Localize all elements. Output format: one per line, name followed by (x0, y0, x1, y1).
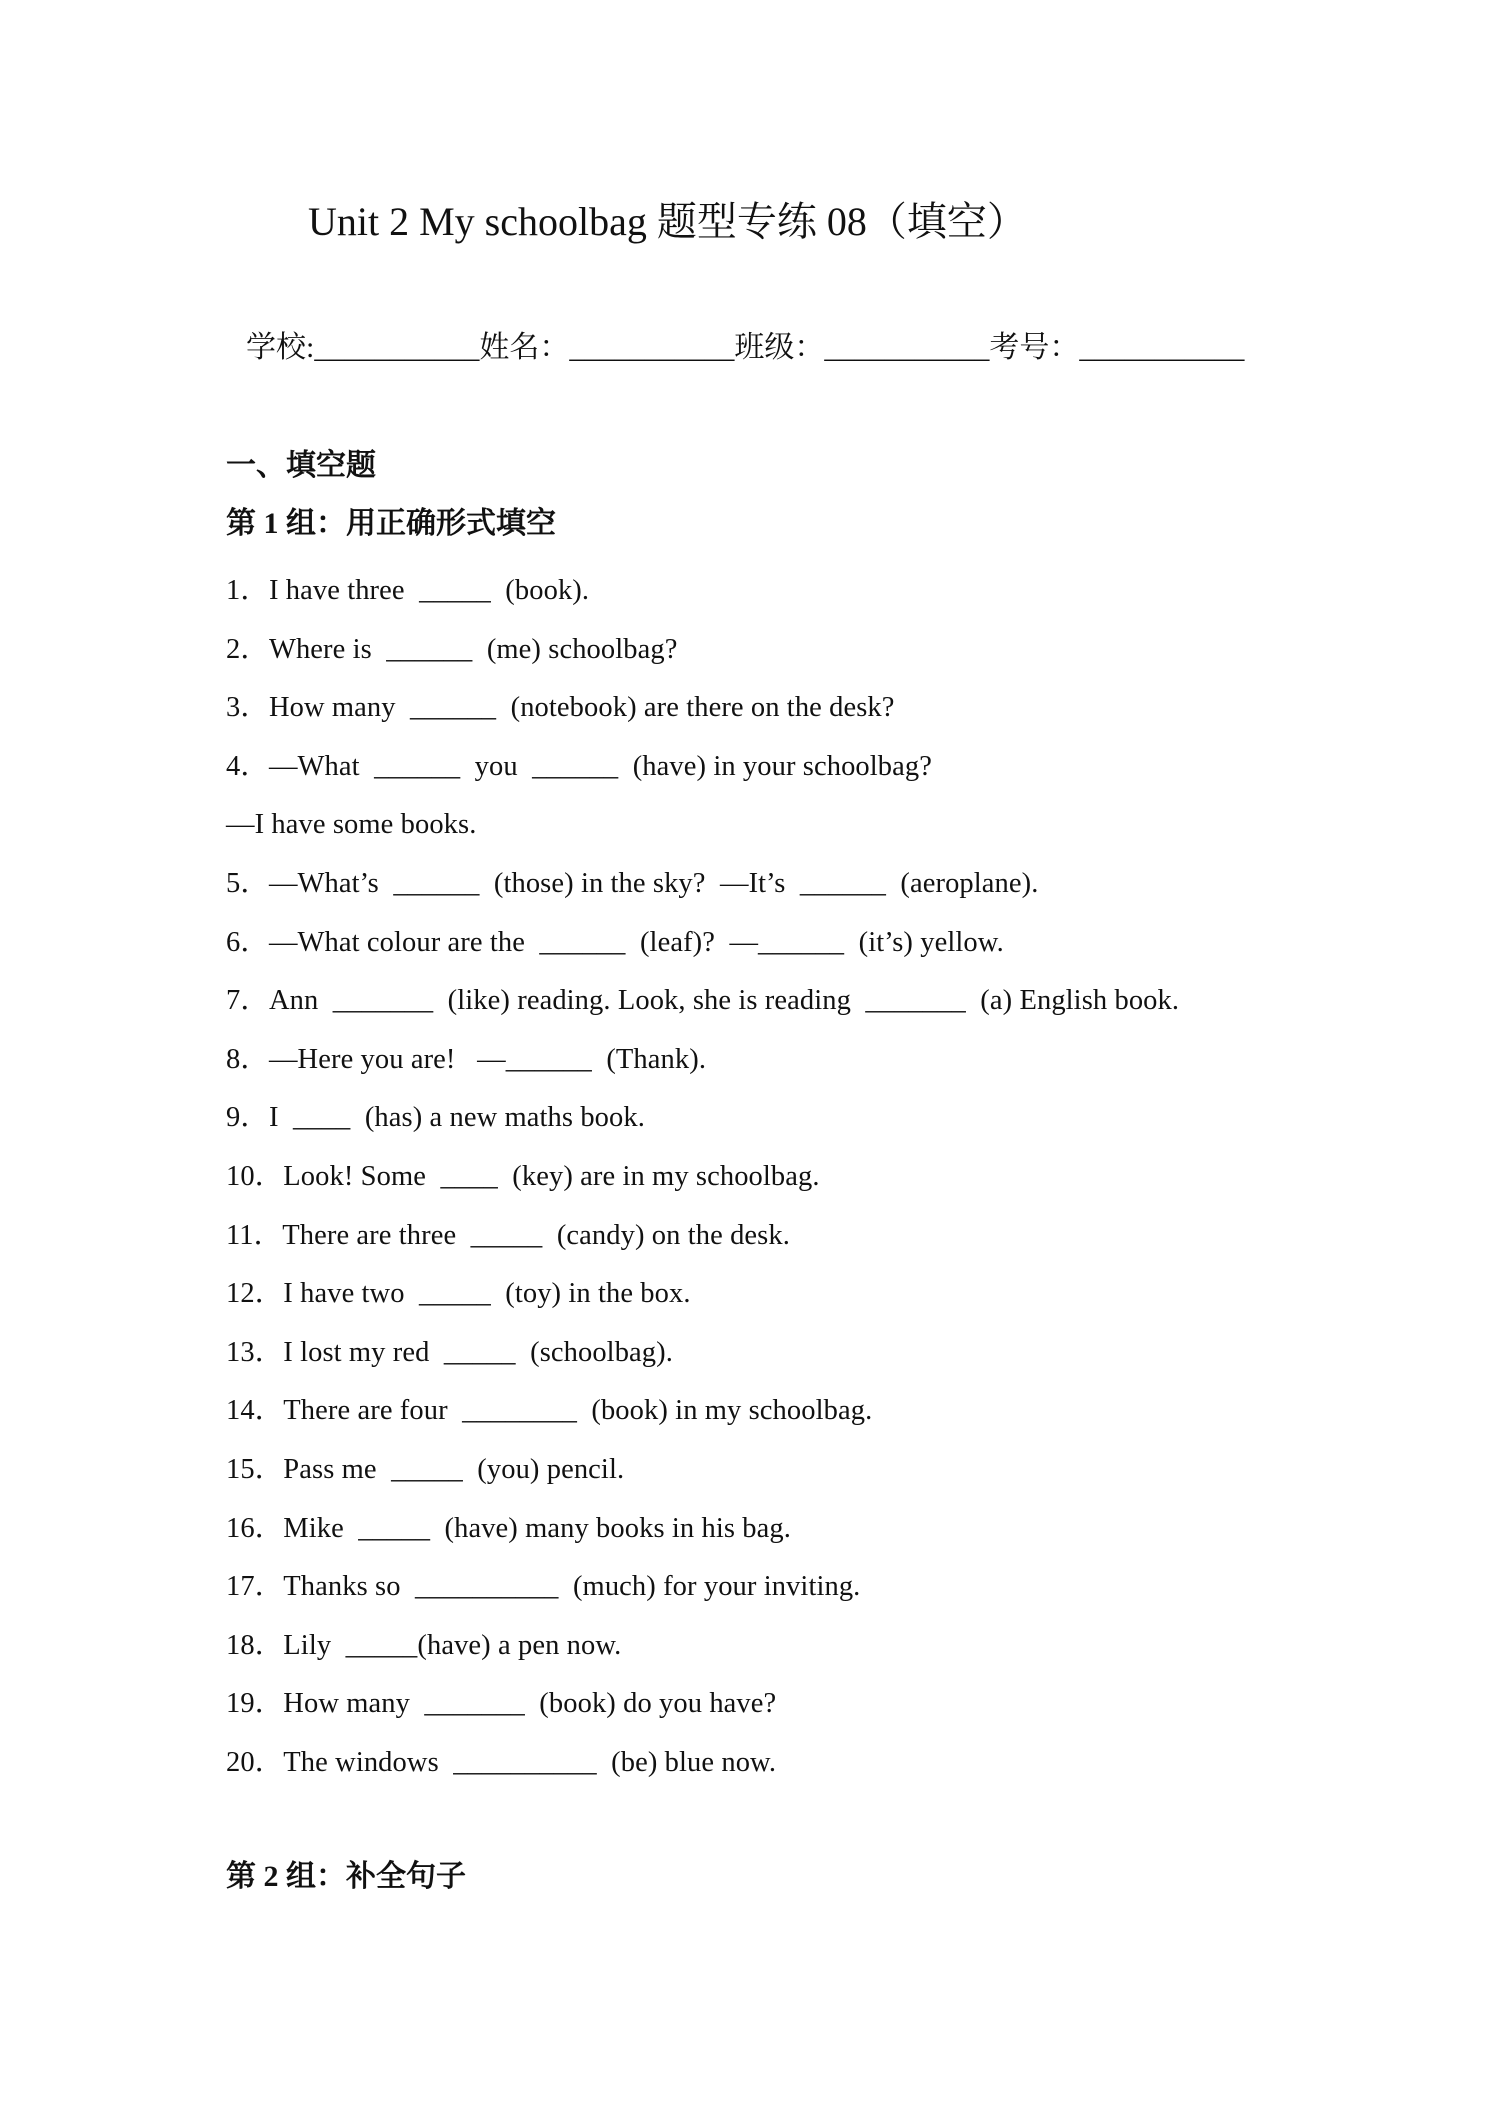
group-2-heading: 第 2 组：补全句子 (226, 1860, 466, 1893)
question-17: 17．Thanks so __________ (much) for your inviting. (226, 1571, 861, 1603)
question-12: 12．I have two _____ (toy) in the box. (226, 1278, 691, 1310)
page-title: Unit 2 My schoolbag 题型专练 08（填空） (308, 199, 1027, 244)
question-4: 4．—What ______ you ______ (have) in your schoolbag? (226, 750, 932, 782)
question-18: 18．Lily _____(have) a pen now. (226, 1629, 622, 1661)
question-14: 14．There are four ________ (book) in my schoolbag. (226, 1395, 873, 1427)
question-16: 16．Mike _____ (have) many books in his bag. (226, 1512, 791, 1544)
question-11: 11．There are three _____ (candy) on the desk. (226, 1219, 790, 1251)
question-2: 2．Where is ______ (me) schoolbag? (226, 633, 678, 665)
question-6: 6．—What colour are the ______ (leaf)? —______ (it’s) yellow. (226, 926, 1004, 958)
question-13: 13．I lost my red _____ (schoolbag). (226, 1336, 673, 1368)
question-3: 3．How many ______ (notebook) are there on the desk? (226, 692, 895, 724)
question-10: 10．Look! Some ____ (key) are in my schoolbag. (226, 1160, 820, 1192)
question-15: 15．Pass me _____ (you) pencil. (226, 1453, 625, 1485)
question-5: 5．—What’s ______ (those) in the sky? —It’s ______ (aeroplane). (226, 867, 1039, 899)
question-8: 8．—Here you are! —______ (Thank). (226, 1043, 707, 1075)
group-1-heading: 第 1 组：用正确形式填空 (226, 507, 556, 540)
section-heading: 一、填空题 (226, 449, 376, 482)
student-info-line: 学校:___________姓名：___________班级：___________考号：___________ (246, 331, 1245, 364)
question-7: 7．Ann _______ (like) reading. Look, she is reading _______ (a) English book. (226, 985, 1180, 1017)
question-9: 9．I ____ (has) a new maths book. (226, 1102, 645, 1134)
question-list (226, 562, 1326, 1792)
question-20: 20．The windows __________ (be) blue now. (226, 1746, 777, 1778)
question-19: 19．How many _______ (book) do you have? (226, 1688, 777, 1720)
question-1: 1．I have three _____ (book). (226, 575, 590, 606)
question-4-answer: —I have some books. (226, 809, 477, 841)
